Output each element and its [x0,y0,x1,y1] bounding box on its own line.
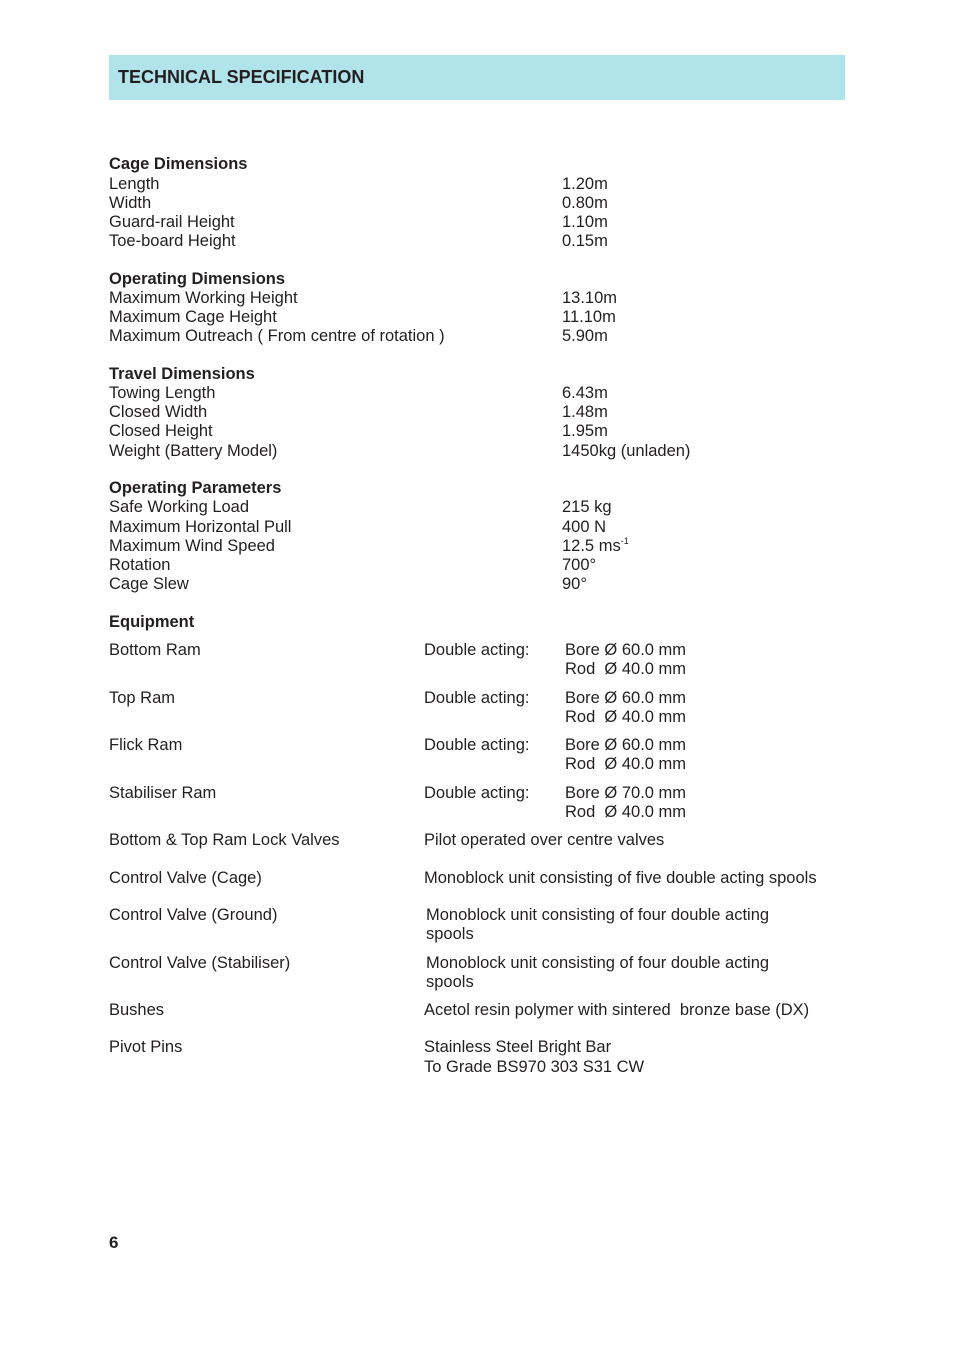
equipment-label: Bushes [109,1001,165,1019]
spec-label: Towing Length [109,384,216,402]
ram-rod: Rod Ø 40.0 mm [565,803,687,821]
spec-value: 11.10m [562,308,616,326]
spec-label: Maximum Cage Height [109,308,277,326]
equipment-description: Acetol resin polymer with sintered bronze base (DX) [424,1001,810,1019]
cage-dimensions-heading: Cage Dimensions [109,155,248,173]
operating-dimensions-heading: Operating Dimensions [109,270,286,288]
spec-value: 6.43m [562,384,608,402]
spec-value: 400 N [562,518,607,536]
ram-bore: Bore Ø 60.0 mm [565,689,687,707]
spec-label: Weight (Battery Model) [109,442,278,460]
spec-label: Guard-rail Height [109,213,235,231]
equipment-label: Top Ram [109,689,176,707]
spec-label: Maximum Horizontal Pull [109,518,292,536]
spec-value: 700° [562,556,597,574]
spec-label: Maximum Outreach ( From centre of rotation ) [109,327,445,345]
spec-value: 0.80m [562,194,608,212]
ram-bore: Bore Ø 60.0 mm [565,736,687,754]
ram-type: Double acting: [424,784,530,802]
section-header-bar [109,55,845,100]
section-title: TECHNICAL SPECIFICATION [118,67,365,87]
ram-bore: Bore Ø 70.0 mm [565,784,687,802]
spec-label: Closed Width [109,403,208,421]
spec-value: 1.95m [562,422,608,440]
equipment-description: spools [426,973,474,991]
spec-value: 1.10m [562,213,608,231]
equipment-description: spools [426,925,474,943]
spec-value: 1450kg (unladen) [562,442,691,460]
wind-speed-value [562,537,629,556]
spec-label: Closed Height [109,422,213,440]
spec-label: Safe Working Load [109,498,250,516]
equipment-description: Pilot operated over centre valves [424,831,665,849]
spec-value: 1.48m [562,403,608,421]
equipment-description: Monoblock unit consisting of five double acting spools [424,869,817,887]
equipment-label: Control Valve (Cage) [109,869,262,887]
spec-value: 12.5 ms [562,537,621,555]
spec-label: Maximum Wind Speed [109,537,275,555]
spec-label: Width [109,194,152,212]
ram-type: Double acting: [424,736,530,754]
ram-bore: Bore Ø 60.0 mm [565,641,687,659]
spec-label: Cage Slew [109,575,189,593]
ram-type: Double acting: [424,641,530,659]
equipment-label: Flick Ram [109,736,183,754]
spec-label: Length [109,175,160,193]
equipment-label: Control Valve (Stabiliser) [109,954,291,972]
operating-parameters-heading: Operating Parameters [109,479,282,497]
equipment-label: Bottom & Top Ram Lock Valves [109,831,340,849]
spec-value: 90° [562,575,587,593]
ram-type: Double acting: [424,689,530,707]
equipment-label: Pivot Pins [109,1038,183,1056]
ram-rod: Rod Ø 40.0 mm [565,755,687,773]
equipment-description: To Grade BS970 303 S31 CW [424,1058,645,1076]
spec-value: 5.90m [562,327,608,345]
equipment-description: Monoblock unit consisting of four double acting [426,954,770,972]
page-number: 6 [109,1233,119,1252]
equipment-label: Stabiliser Ram [109,784,217,802]
spec-label: Toe-board Height [109,232,236,250]
equipment-description: Stainless Steel Bright Bar [424,1038,612,1056]
ram-rod: Rod Ø 40.0 mm [565,708,687,726]
spec-label: Maximum Working Height [109,289,298,307]
equipment-heading: Equipment [109,613,195,631]
spec-value: 215 kg [562,498,612,516]
spec-label: Rotation [109,556,171,574]
ram-rod: Rod Ø 40.0 mm [565,660,687,678]
spec-value: 1.20m [562,175,608,193]
equipment-label: Bottom Ram [109,641,201,659]
travel-dimensions-heading: Travel Dimensions [109,365,255,383]
spec-value: 13.10m [562,289,618,307]
unit-exponent: -1 [620,535,629,546]
equipment-description: Monoblock unit consisting of four double acting [426,906,770,924]
equipment-label: Control Valve (Ground) [109,906,278,924]
spec-value: 0.15m [562,232,608,250]
